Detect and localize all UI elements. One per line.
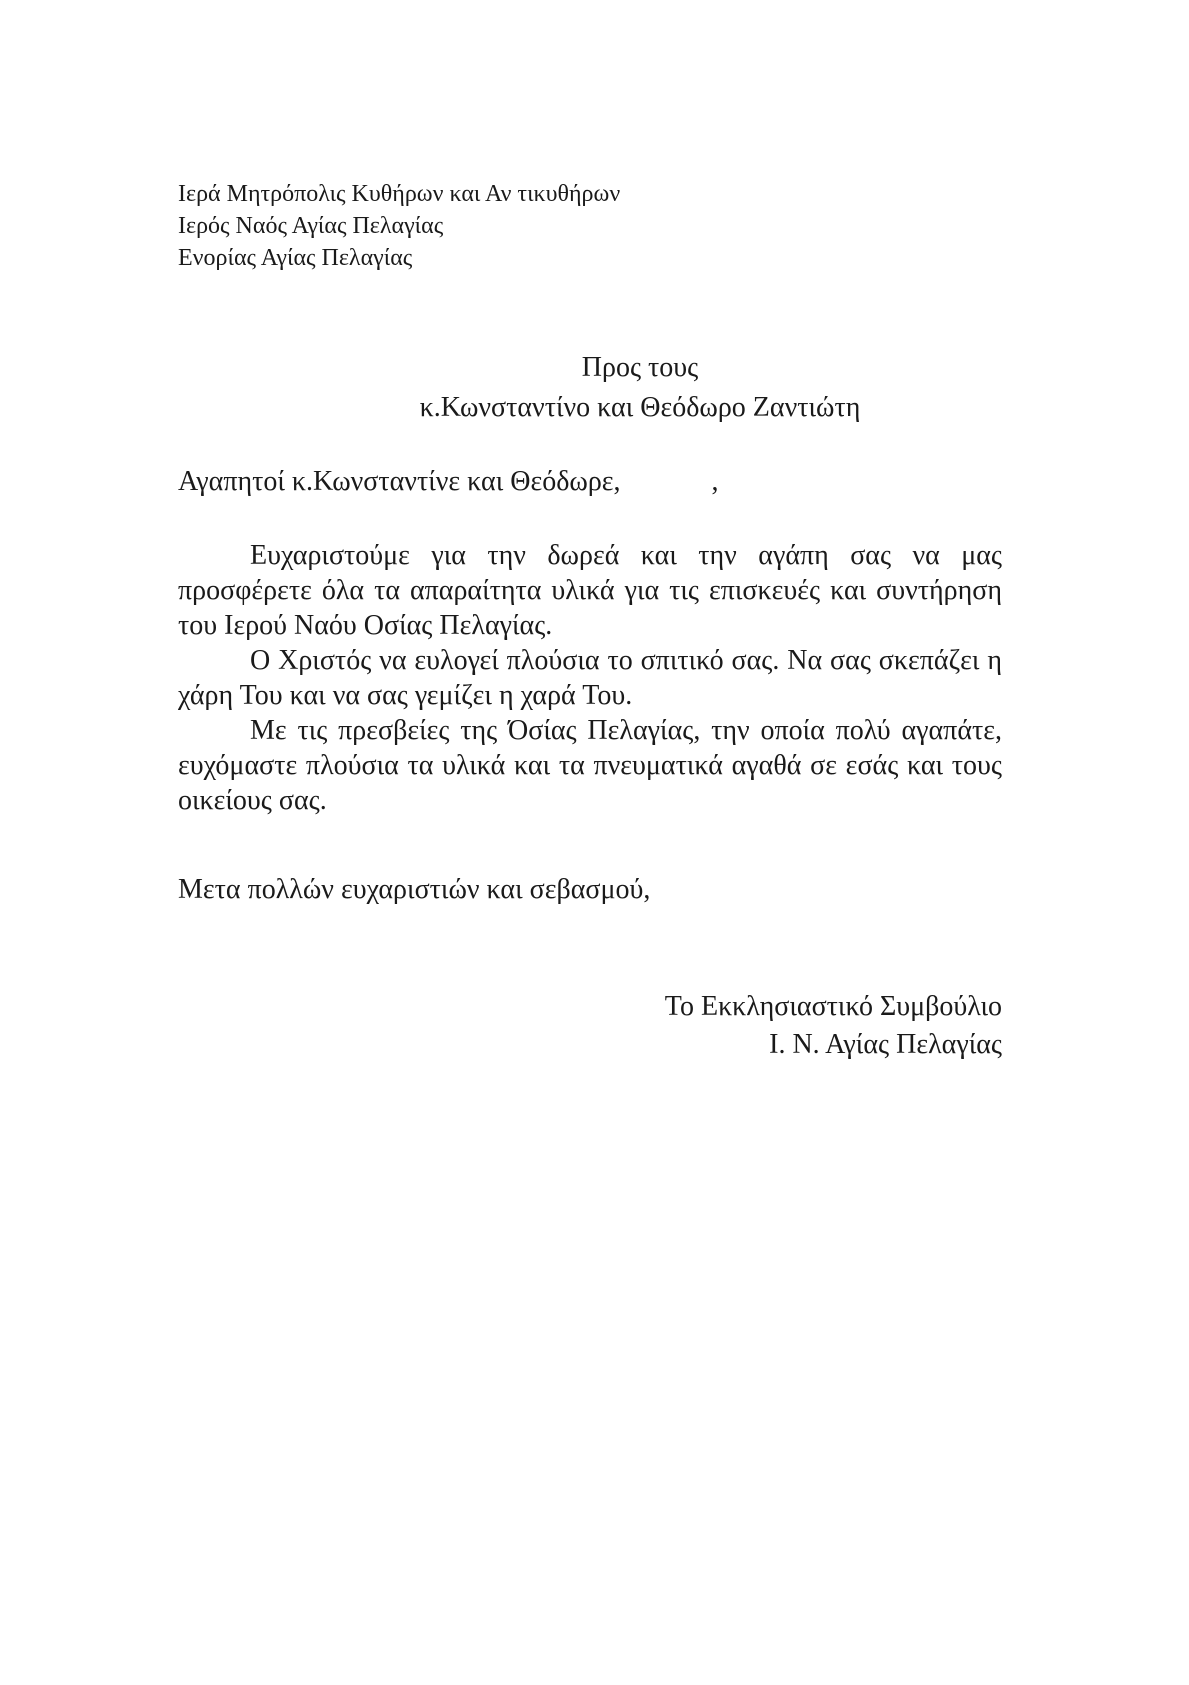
recipient-line-names: κ.Κωνσταντίνο και Θεόδωρο Ζαντιώτη	[419, 392, 861, 423]
signature-line-council: Το Εκκλησιαστικό Συμβούλιο	[664, 991, 1002, 1022]
body-paragraph: Ο Χριστός να ευλογεί πλούσια το σπιτικό σας. Να σας σκεπάζει η χάρη Του και να σας γεμίζει η χαρά Του.	[178, 645, 1002, 711]
signature-block	[665, 988, 1002, 1064]
sender-line-church: Ιερός Ναός Αγίας Πελαγίας	[178, 213, 444, 239]
sender-address-block	[178, 178, 620, 274]
sender-line-parish: Ενορίας Αγίας Πελαγίας	[178, 245, 413, 271]
closing-line: Μετα πολλών ευχαριστιών και σεβασμού,	[178, 874, 651, 905]
letter-body	[178, 538, 1002, 818]
body-paragraph: Με τις πρεσβείες της Όσίας Πελαγίας, την οποία πολύ αγαπάτε, ευχόμαστε πλούσια τα υλικά και τα πνευματικά αγαθά σε εσάς και τους οικείους σας.	[178, 715, 1002, 816]
recipient-line-to: Προς τους	[581, 352, 699, 383]
recipient-block	[300, 348, 980, 428]
body-paragraph: Ευχαριστούμε για την δωρεά και την αγάπη σας να μας προσφέρετε όλα τα απαραίτητα υλικά για τις επισκευές και συντήρηση του Ιερού Ναόυ Οσίας Πελαγίας.	[178, 540, 1002, 641]
signature-line-church: Ι. Ν. Αγίας Πελαγίας	[769, 1029, 1002, 1060]
salutation: Αγαπητοί κ.Κωνσταντίνε και Θεόδωρε, ,	[178, 466, 719, 497]
sender-line-metropolis: Ιερά Μητρόπολις Κυθήρων και Αν τικυθήρων	[178, 181, 621, 207]
